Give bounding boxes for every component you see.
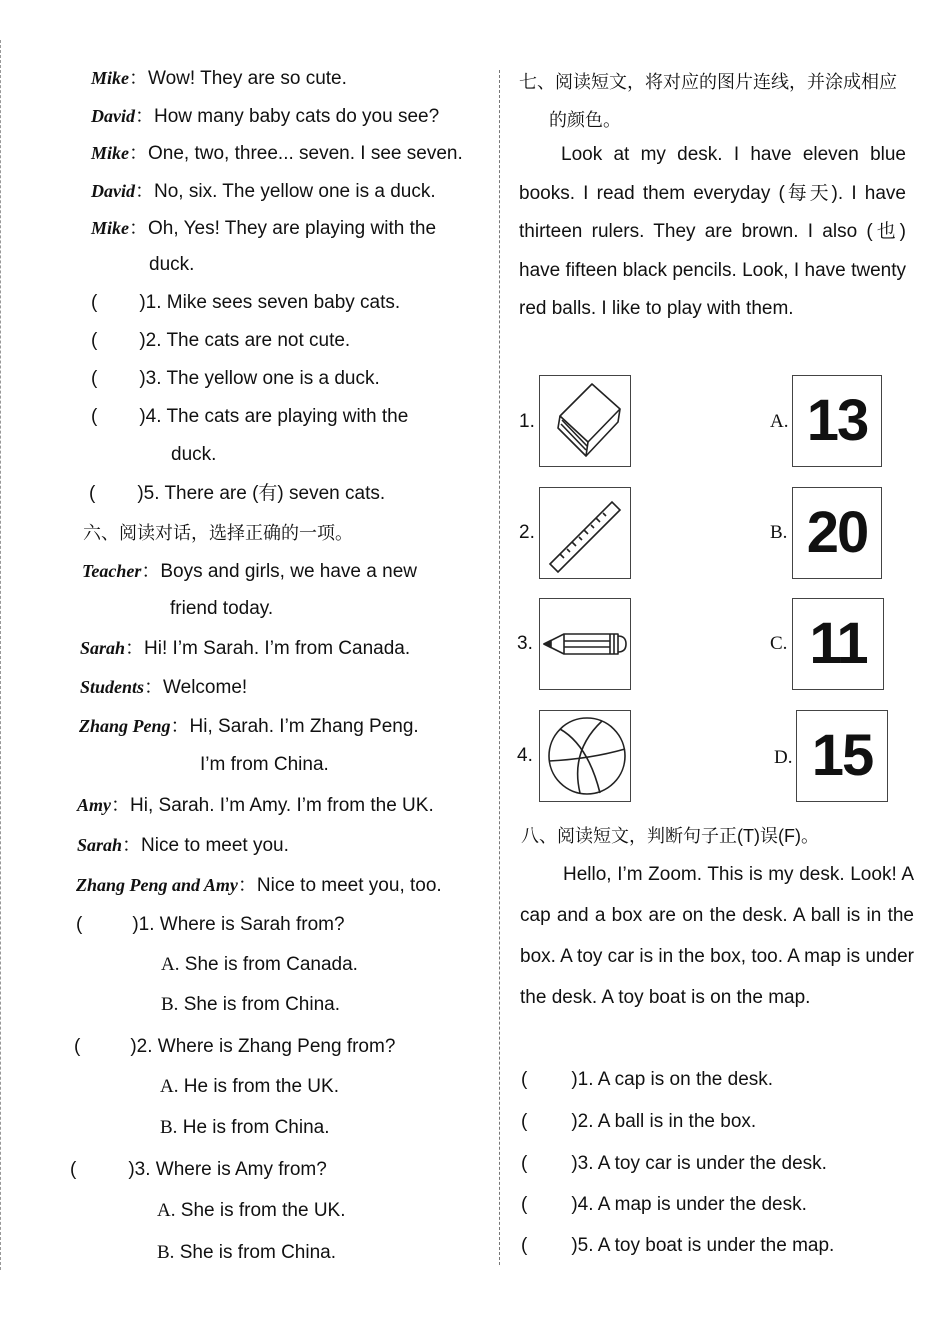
dialog-line: Amy：Hi, Sarah. I’m Amy. I’m from the UK. xyxy=(77,795,434,816)
picture-box-4[interactable] xyxy=(539,710,631,802)
dialog-line: Zhang Peng：Hi, Sarah. I’m Zhang Peng. xyxy=(79,716,419,737)
picture-box-3[interactable] xyxy=(539,598,631,690)
judge-item[interactable]: ( )3. The yellow one is a duck. xyxy=(91,368,380,389)
speaker: David xyxy=(91,181,135,201)
dialog-line: Mike：Wow! They are so cute. xyxy=(91,68,347,89)
dialog-line: Sarah：Nice to meet you. xyxy=(77,835,289,856)
picture-number: 4. xyxy=(517,745,533,766)
dialog-text: Wow! They are so cute. xyxy=(148,68,347,89)
number-box-20[interactable]: 20 xyxy=(792,487,882,579)
speaker: Amy xyxy=(77,795,111,815)
speaker: Sarah xyxy=(77,835,123,855)
dialog-text: Welcome! xyxy=(163,677,248,698)
question-3-option-a: A. She is from the UK. xyxy=(157,1200,346,1221)
section-7-title-cont: 的颜色。 xyxy=(549,110,621,130)
speaker: Zhang Peng and Amy xyxy=(76,875,238,895)
speaker: David xyxy=(91,106,135,126)
section-8-title: 八、阅读短文，判断句子正(T)误(F)。 xyxy=(521,826,819,846)
passage-8: Hello, I’m Zoom. This is my desk. Look! A cap and a box are on the desk. A ball is in the box. A toy car is in the box, too. A map is under the desk. A toy boat is on the map. xyxy=(520,864,914,1008)
dialog-text: Hi! I’m Sarah. I’m from Canada. xyxy=(144,638,411,659)
number-letter: D. xyxy=(774,747,793,768)
speaker: Teacher xyxy=(82,561,142,581)
picture-box-2[interactable] xyxy=(539,487,631,579)
pencil-icon xyxy=(540,599,630,689)
number-box-13[interactable]: 13 xyxy=(792,375,882,467)
dialog-line: Mike：One, two, three... seven. I see seven. xyxy=(91,143,463,164)
question-3[interactable]: ( )3. Where is Amy from? xyxy=(70,1159,327,1180)
dialog-text: Hi, Sarah. I’m Zhang Peng. xyxy=(189,716,419,737)
speaker: Students xyxy=(80,677,145,697)
picture-number: 1. xyxy=(519,411,535,432)
number-box-15[interactable]: 15 xyxy=(796,710,888,802)
judge-item[interactable]: ( )5. There are (有) seven cats. xyxy=(89,483,386,504)
question-2-option-a: A. He is from the UK. xyxy=(160,1076,339,1097)
passage-7: Look at my desk. I have eleven blue books. I read them everyday (每天). I have thirteen rulers. They are brown. I also (也) have fifteen black pencils. Look, I have twenty red balls. I like to play with them. xyxy=(519,144,906,319)
picture-box-1[interactable] xyxy=(539,375,631,467)
number-letter: B. xyxy=(770,522,788,543)
dialog-line: Sarah：Hi! I’m Sarah. I’m from Canada. xyxy=(80,638,411,659)
dialog-line: Mike：Oh, Yes! They are playing with the xyxy=(91,218,437,239)
dialog-text: Nice to meet you, too. xyxy=(256,875,442,896)
question-1[interactable]: ( )1. Where is Sarah from? xyxy=(76,914,345,935)
judge-item[interactable]: ( )3. A toy car is under the desk. xyxy=(521,1153,827,1174)
dialog-continuation: friend today. xyxy=(170,598,274,619)
number-letter: A. xyxy=(770,411,789,432)
dialog-text: No, six. The yellow one is a duck. xyxy=(154,181,436,202)
dialog-line: David：No, six. The yellow one is a duck. xyxy=(91,181,436,202)
page-edge-fold xyxy=(0,40,1,1270)
picture-number: 3. xyxy=(517,633,533,654)
judge-item[interactable]: ( )4. A map is under the desk. xyxy=(521,1194,807,1215)
judge-item[interactable]: ( )2. The cats are not cute. xyxy=(91,330,351,351)
dialog-text: Nice to meet you. xyxy=(141,835,289,856)
question-2[interactable]: ( )2. Where is Zhang Peng from? xyxy=(74,1036,396,1057)
dialog-text: Hi, Sarah. I’m Amy. I’m from the UK. xyxy=(130,795,434,816)
ball-icon xyxy=(540,711,630,801)
judge-item[interactable]: ( )5. A toy boat is under the map. xyxy=(521,1235,835,1256)
speaker: Zhang Peng xyxy=(79,716,171,736)
section-7-title: 七、阅读短文，将对应的图片连线，并涂成相应 xyxy=(519,72,897,92)
judge-item[interactable]: ( )1. A cap is on the desk. xyxy=(521,1069,774,1090)
number-letter: C. xyxy=(770,633,788,654)
ruler-icon xyxy=(540,488,630,578)
judge-continuation: duck. xyxy=(171,444,217,465)
number-box-11[interactable]: 11 xyxy=(792,598,884,690)
dialog-line: Zhang Peng and Amy：Nice to meet you, too. xyxy=(76,875,442,896)
speaker: Mike xyxy=(91,68,129,88)
dialog-text: Oh, Yes! They are playing with the xyxy=(148,218,437,239)
speaker: Mike xyxy=(91,218,129,238)
dialog-text: Boys and girls, we have a new xyxy=(160,561,417,582)
section-6-title: 六、阅读对话，选择正确的一项。 xyxy=(83,523,353,543)
judge-item[interactable]: ( )2. A ball is in the box. xyxy=(521,1111,757,1132)
judge-item[interactable]: ( )1. Mike sees seven baby cats. xyxy=(91,292,401,313)
dialog-line: David：How many baby cats do you see? xyxy=(91,106,440,127)
speaker: Sarah xyxy=(80,638,126,658)
dialog-line: Students：Welcome! xyxy=(80,677,248,698)
dialog-text: How many baby cats do you see? xyxy=(154,106,440,127)
column-divider xyxy=(499,70,500,1265)
question-2-option-b: B. He is from China. xyxy=(160,1117,330,1138)
dialog-continuation: I’m from China. xyxy=(200,754,329,775)
speaker: Mike xyxy=(91,143,129,163)
question-1-option-a: A. She is from Canada. xyxy=(161,954,358,975)
picture-number: 2. xyxy=(519,522,535,543)
judge-item[interactable]: ( )4. The cats are playing with the xyxy=(91,406,409,427)
question-1-option-b: B. She is from China. xyxy=(161,994,341,1015)
dialog-continuation: duck. xyxy=(149,254,195,275)
dialog-text: One, two, three... seven. I see seven. xyxy=(148,143,463,164)
question-3-option-b: B. She is from China. xyxy=(157,1242,337,1263)
book-icon xyxy=(540,376,630,466)
dialog-line: Teacher：Boys and girls, we have a new xyxy=(82,561,417,582)
